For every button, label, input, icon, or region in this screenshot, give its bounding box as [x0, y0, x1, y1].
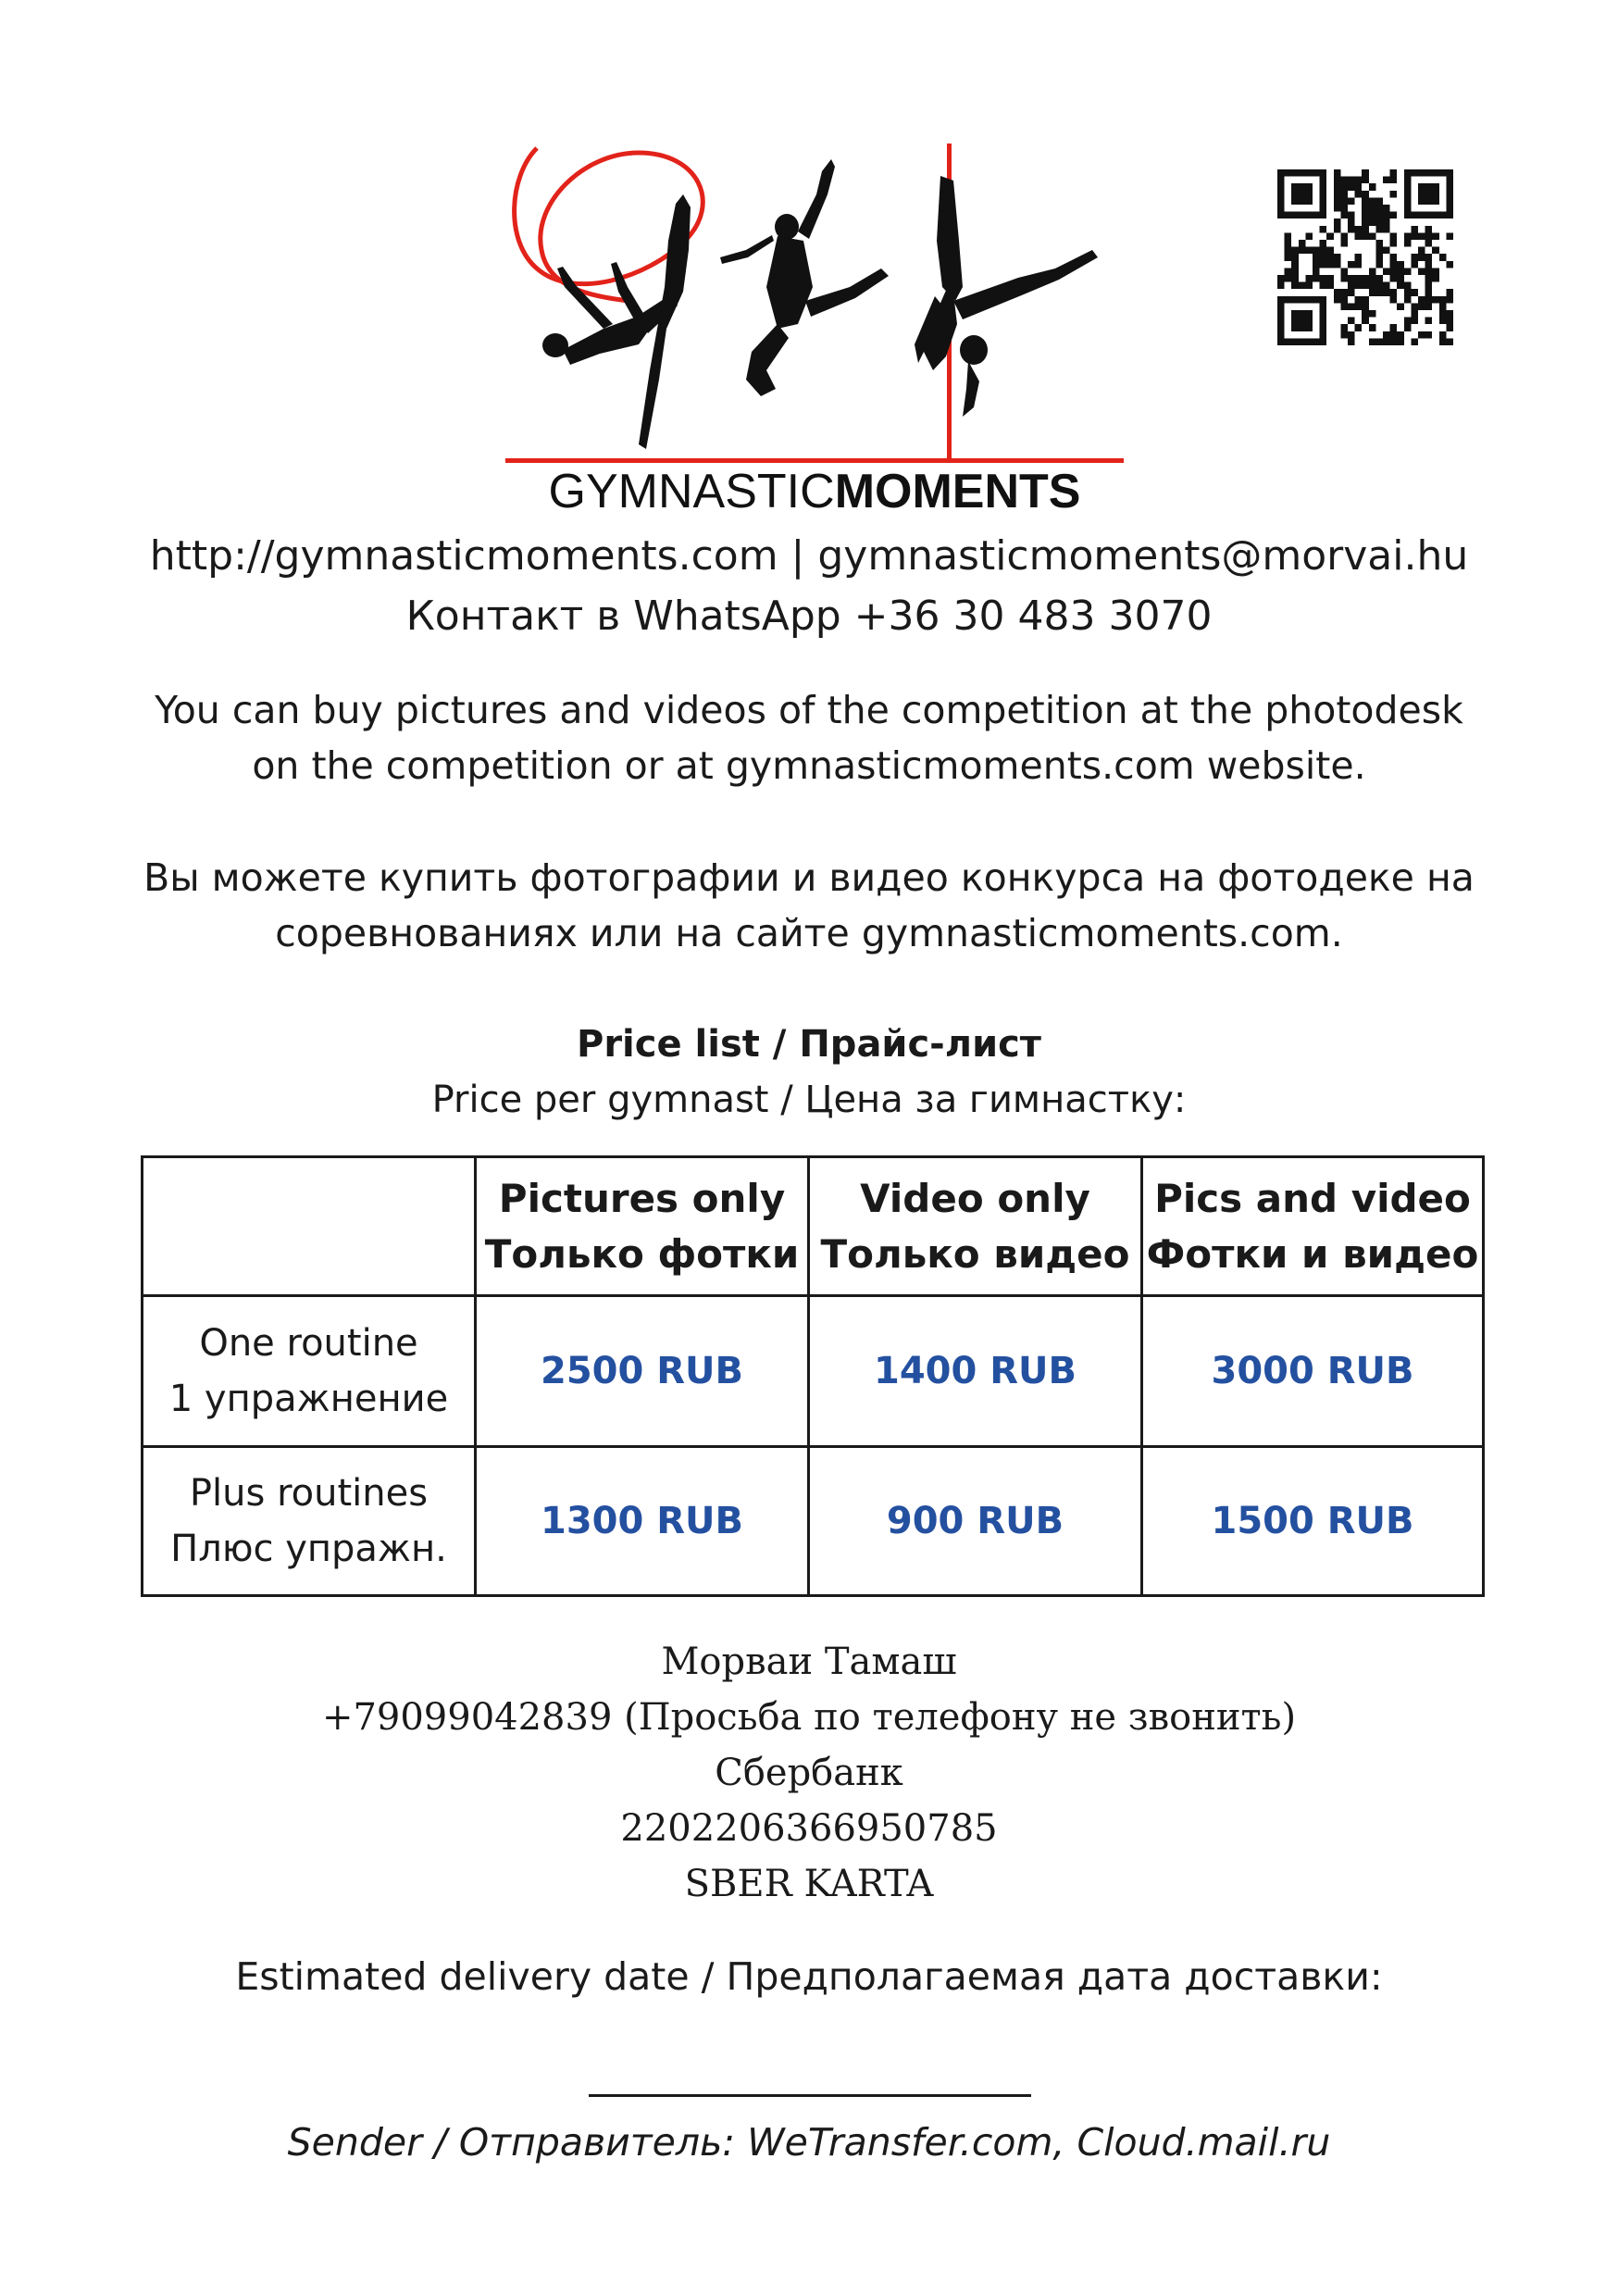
row-header-en: One routine	[199, 1322, 418, 1365]
column-header-pics-and-video	[1142, 1157, 1484, 1296]
delivery-date-label: Estimated delivery date / Предполагаемая дата доставки:	[235, 1954, 1383, 1999]
price-cell: 2500 RUB	[476, 1296, 809, 1447]
price-list-subtitle: Price per gymnast / Цена за гимнастку:	[431, 1079, 1187, 1121]
column-header-ru: Только видео	[820, 1230, 1130, 1277]
delivery-date-blank-line	[589, 2094, 1031, 2097]
logo-wordmark-light: GYMNASTIC	[548, 465, 835, 518]
payment-bank: Сбербанк	[715, 1752, 903, 1794]
column-header-en: Pics and video	[1154, 1175, 1471, 1221]
column-header-pictures	[476, 1157, 809, 1296]
row-header-ru: 1 упражнение	[168, 1378, 449, 1420]
price-table-corner-cell	[143, 1157, 476, 1296]
price-list-title: Price list / Прайс-лист	[577, 1023, 1041, 1066]
info-ru-line2: соревнованиях или на сайте gymnasticmoments.com.	[275, 911, 1343, 955]
price-cell: 900 RUB	[809, 1447, 1142, 1596]
payment-card-number: 2202206366950785	[620, 1807, 998, 1850]
column-header-en: Pictures only	[498, 1175, 786, 1221]
price-table	[141, 1155, 1485, 1597]
price-cell: 3000 RUB	[1142, 1296, 1484, 1447]
table-row-plus-routines	[143, 1447, 1484, 1596]
row-header-one-routine	[143, 1296, 476, 1447]
logo-wordmark-bold: MOMENTS	[834, 465, 1081, 518]
info-ru-line1: Вы можете купить фотографии и видео конкурса на фотодеке на	[143, 855, 1475, 900]
row-header-en: Plus routines	[189, 1472, 429, 1515]
qr-code-icon[interactable]	[1277, 169, 1453, 345]
table-row-one-routine	[143, 1296, 1484, 1447]
payment-name: Морваи Тамаш	[661, 1641, 957, 1683]
gymnast-pole-silhouette-icon	[915, 176, 1098, 417]
column-header-en: Video only	[860, 1175, 1090, 1221]
row-header-plus-routines	[143, 1447, 476, 1596]
payment-card-type: SBER KARTA	[684, 1863, 934, 1905]
price-cell: 1300 RUB	[476, 1447, 809, 1596]
price-cell: 1400 RUB	[809, 1296, 1142, 1447]
column-header-video	[809, 1157, 1142, 1296]
sender-line: Sender / Отправитель: WeTransfer.com, Cloud.mail.ru	[287, 2120, 1331, 2165]
price-table-header-row	[143, 1157, 1484, 1296]
contact-website-email[interactable]: http://gymnasticmoments.com | gymnasticmoments@morvai.hu	[149, 532, 1469, 580]
gymnast-ribbon-silhouette-icon	[542, 194, 691, 449]
row-header-ru: Плюс упражн.	[170, 1528, 447, 1570]
column-header-ru: Только фотки	[484, 1230, 800, 1277]
gymnastic-moments-logo	[500, 139, 1129, 518]
info-en-line1: You can buy pictures and videos of the competition at the photodesk	[155, 688, 1463, 732]
gymnast-leap-silhouette-icon	[720, 159, 889, 396]
logo-baseline	[505, 458, 1124, 463]
info-en-line2: on the competition or at gymnasticmoments.com website.	[252, 743, 1366, 788]
price-cell: 1500 RUB	[1142, 1447, 1484, 1596]
column-header-ru: Фотки и видео	[1146, 1230, 1479, 1277]
contact-whatsapp[interactable]: Контакт в WhatsApp +36 30 483 3070	[405, 593, 1213, 640]
logo-wordmark	[549, 465, 1081, 518]
payment-phone[interactable]: +79099042839 (Просьба по телефону не звонить)	[321, 1696, 1297, 1739]
